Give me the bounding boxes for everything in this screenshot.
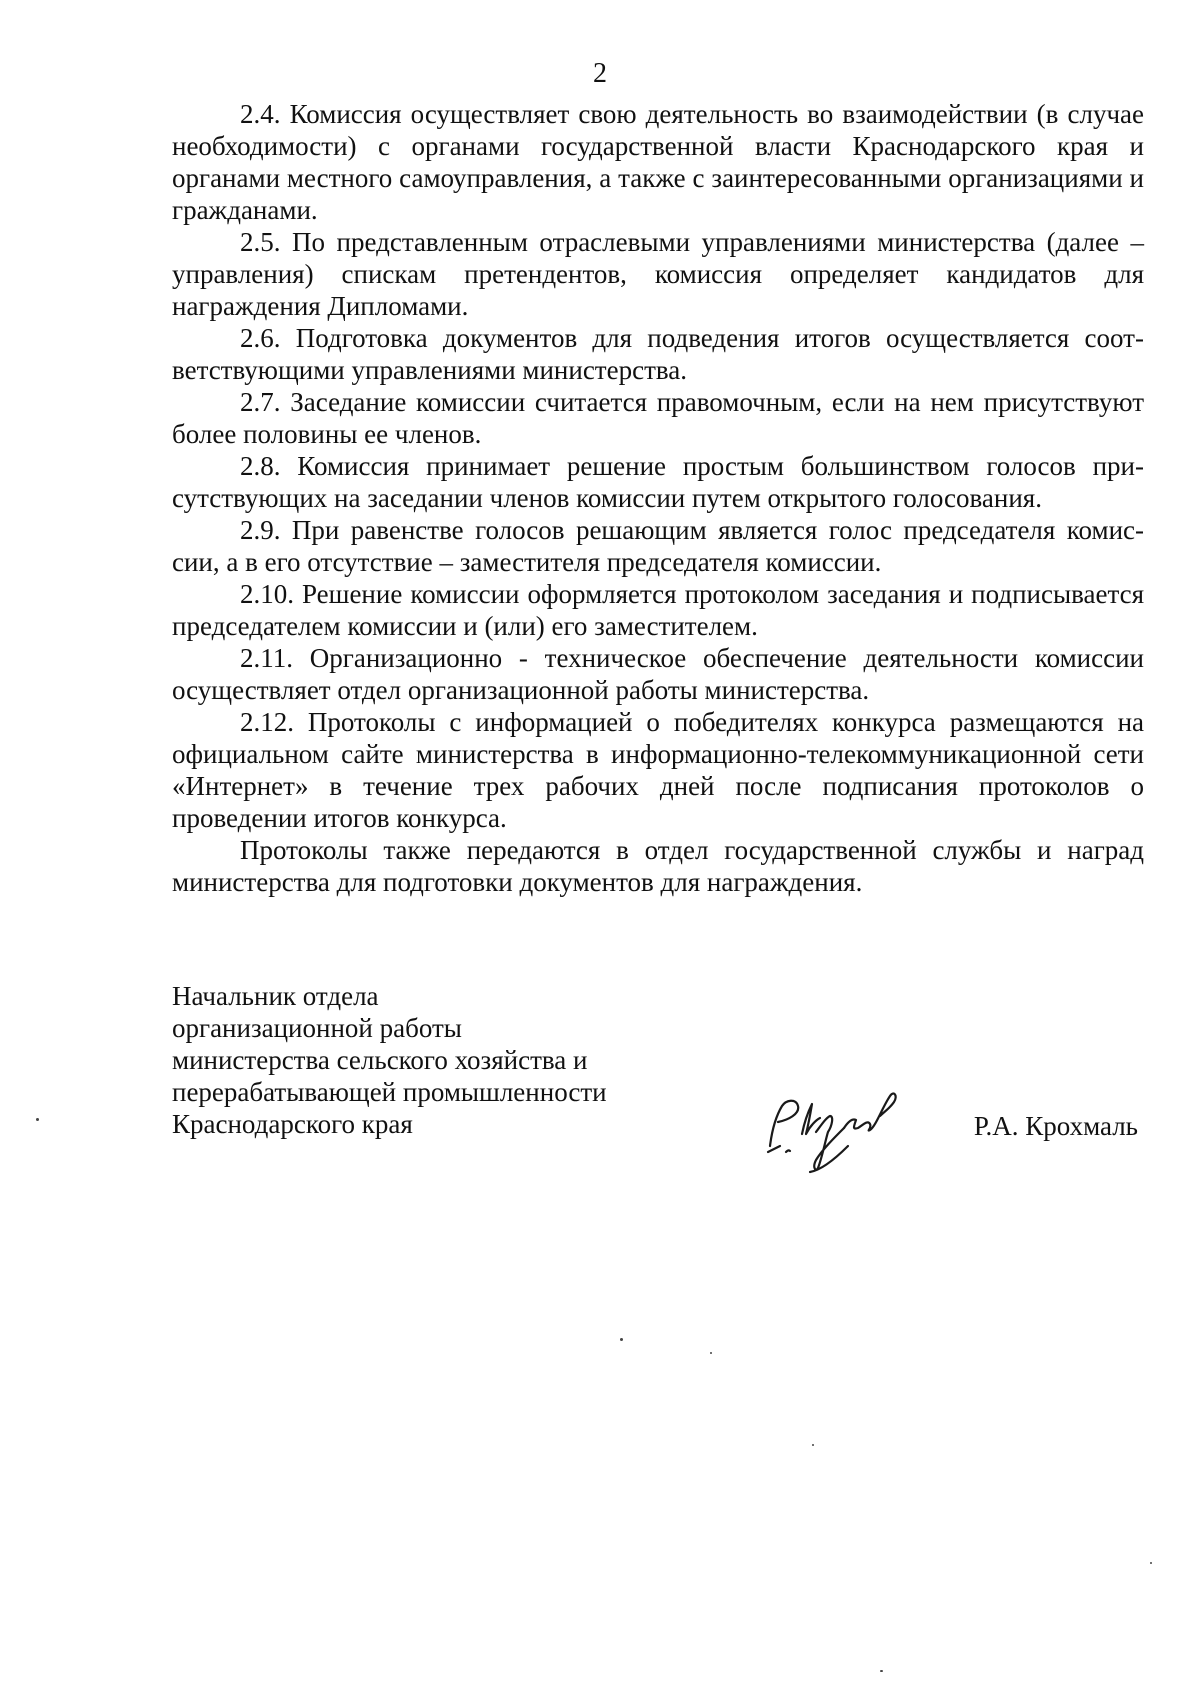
signer-title-line: Начальник отдела (172, 981, 379, 1011)
paragraph-2-6: 2.6. Подготовка документов для подведения итогов осуществляется соответствующими управлениями министерства. (172, 323, 1144, 385)
scan-speck (812, 1444, 814, 1446)
signer-title-line: Краснодарского края (172, 1109, 413, 1139)
paragraph-protocols: Протоколы также передаются в отдел государственной службы и наград министерства для подготовки документов для награждения. (172, 835, 1144, 897)
paragraph-2-12: 2.12. Протоколы с информацией о победителях конкурса размещаются на официальном сайте министерства в информационно-телекоммуникационной сети «Интернет» в течение трех рабочих дней после подписания протоколов о проведении итогов конкурса. (172, 707, 1144, 833)
scan-speck (1150, 1562, 1152, 1564)
signer-name: Р.А. Крохмаль (973, 1111, 1138, 1141)
signer-title-line: организационной работы (172, 1013, 462, 1043)
paragraph-2-9: 2.9. При равенстве голосов решающим является голос председателя комиссии, а в его отсутствие – заместителя председателя комиссии. (172, 515, 1144, 577)
scan-speck (620, 1338, 623, 1341)
paragraph-2-11: 2.11. Организационно - техническое обеспечение деятельности комиссии осуществляет отдел организационной работы министерства. (172, 643, 1144, 705)
paragraph-2-10: 2.10. Решение комиссии оформляется протоколом заседания и подписывается председателем комиссии и (или) его заместителем. (172, 579, 1144, 641)
paragraph-2-8: 2.8. Комиссия принимает решение простым большинством голосов присутствующих на заседании членов комиссии путем открытого голосования. (172, 451, 1144, 513)
scan-speck (880, 1670, 883, 1672)
signer-title-line: перерабатывающей промышленности (172, 1077, 607, 1107)
signature-block (172, 980, 1144, 1180)
scan-speck (36, 1118, 39, 1121)
document-body (172, 98, 1144, 898)
paragraph-2-5: 2.5. По представленным отраслевыми управлениями министерства (далее – управления) спискам претендентов, комиссия определяет кандидатов для награждения Дипломами. (172, 227, 1144, 321)
paragraph-2-4: 2.4. Комиссия осуществляет свою деятельность во взаимодействии (в случае необходимости) с органами государственной власти Краснодарского края и органами местного самоуправления, а также с заинтересованными организациями и гражданами. (172, 99, 1144, 225)
page-number: 2 (593, 58, 607, 89)
signer-title-line: министерства сельского хозяйства и (172, 1045, 588, 1075)
signer-title (172, 980, 607, 1140)
scan-speck (710, 1352, 712, 1354)
handwritten-signature (752, 1068, 922, 1178)
paragraph-2-7: 2.7. Заседание комиссии считается правомочным, если на нем присутствуют более половины ее членов. (172, 387, 1144, 449)
